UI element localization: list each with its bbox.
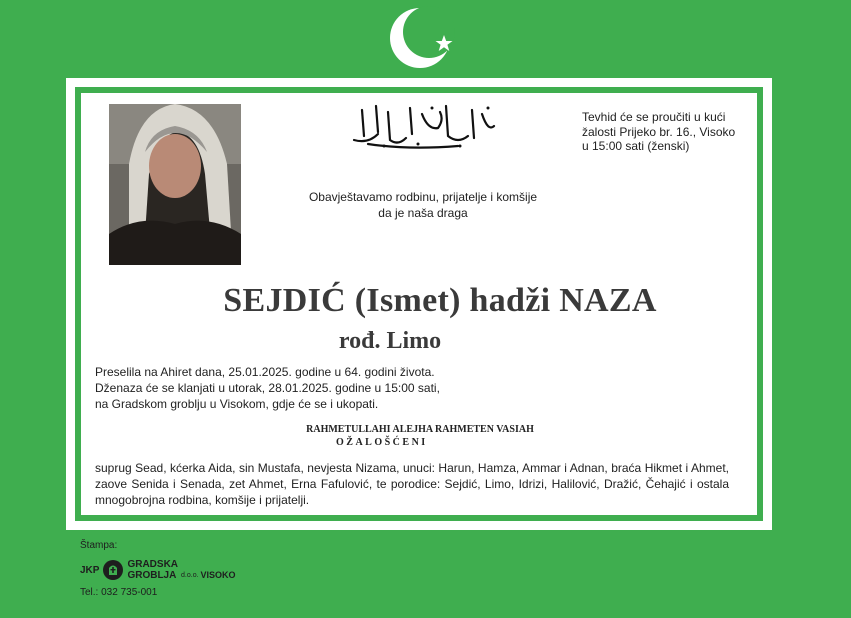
printer-doo: d.o.o.: [181, 571, 199, 579]
printer-city: VISOKO: [200, 570, 236, 580]
mourners-heading: OŽALOŠĆENI: [336, 437, 428, 448]
deceased-name: SEJDIĆ (Ismet) hadži NAZA: [223, 282, 657, 319]
printer-label: Štampa:: [80, 540, 118, 551]
tevhid-line-1: Tevhid će se proučiti u kući: [582, 110, 726, 124]
announcement-line-1: Obavještavamo rodbinu, prijatelje i komšije: [308, 190, 538, 204]
printer-jkp: JKP: [80, 564, 100, 576]
announcement-line-2: da je naša draga: [378, 206, 468, 220]
mourners-list: suprug Sead, kćerka Aida, sin Mustafa, nevjesta Nizama, unuci: Harun, Hamza, Ammar i Adnan, braća Hikmet i Ahmet, zaove Senida i Senada, zet Ahmet, Erna Fafulović, te porodice: Sejdić, Limo, Idrizi, Halilović, Dražić, Čehajić i ostala mnogobrojna rodbina, komšije i prijatelji.: [95, 461, 729, 507]
tevhid-line-3: u 15:00 sati (ženski): [582, 139, 690, 153]
details-line-3: na Gradskom groblju u Visokom, gdje će se i ukopati.: [95, 397, 379, 411]
crescent-star-icon: [388, 6, 458, 70]
printer-name: [127, 559, 178, 581]
announcement: [268, 189, 578, 221]
details-line-2: Dženaza će se klanjati u utorak, 28.01.2025. godine u 15:00 sati,: [95, 381, 440, 395]
printer-name-line-1: GRADSKA: [127, 559, 179, 570]
portrait-photo: [109, 104, 241, 265]
printer-logo-row: [80, 558, 236, 582]
tevhid-notice: [582, 110, 762, 154]
arabic-calligraphy: [348, 100, 498, 152]
details-line-1: Preselila na Ahiret dana, 25.01.2025. godine u 64. godini života.: [95, 365, 435, 379]
maiden-name: rođ. Limo: [338, 328, 442, 354]
tevhid-line-2: žalosti Prijeko br. 16., Visoko: [582, 124, 736, 139]
printer-name-line-2: GROBLJA: [127, 570, 177, 581]
cemetery-logo-icon: [102, 559, 124, 581]
printer-phone: Tel.: 032 735-001: [80, 587, 158, 598]
death-details: [95, 364, 555, 412]
prayer-line: RAHMETULLAHI ALEJHA RAHMETEN VASIAH: [306, 424, 534, 435]
